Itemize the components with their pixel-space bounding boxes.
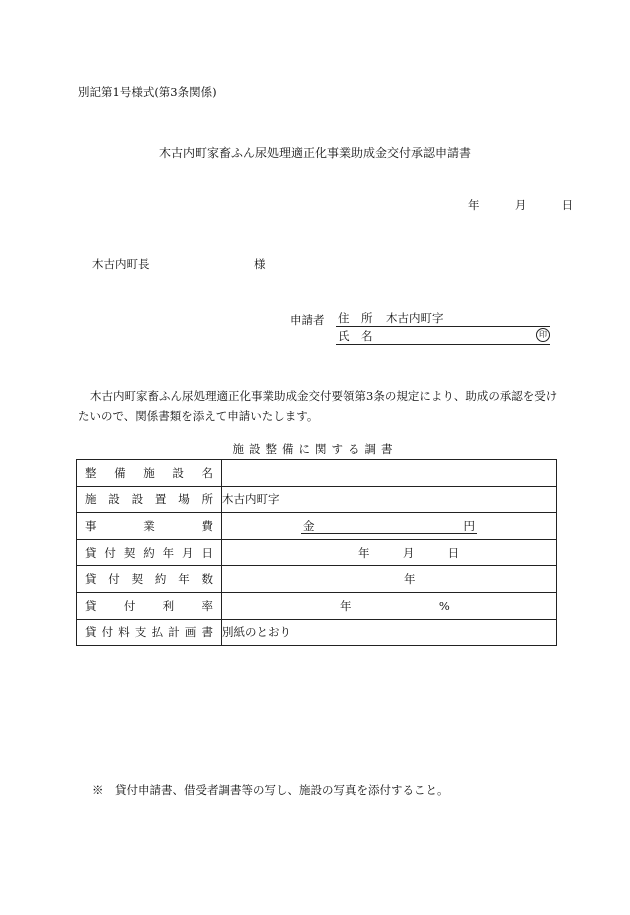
money-line <box>301 518 477 534</box>
label-char: 契 <box>131 572 144 587</box>
label-char: 費 <box>201 518 213 533</box>
label-char: 貸 <box>85 572 97 587</box>
label-char: 書 <box>201 625 213 640</box>
applicant-label: 申請者 <box>290 313 325 327</box>
seal-mark: 印 <box>536 328 550 342</box>
label-char: 画 <box>184 625 197 640</box>
row-label <box>77 486 222 513</box>
label-char: 名 <box>201 465 213 480</box>
applicant-address-line <box>336 310 550 327</box>
row-label <box>77 619 222 646</box>
label-char: 月 <box>182 545 194 560</box>
label-char: 設 <box>108 492 120 507</box>
label-char: 約 <box>143 545 155 560</box>
row-label <box>77 539 222 566</box>
label-char: 付 <box>123 598 136 613</box>
table-row <box>77 566 557 593</box>
label-char: 契 <box>123 545 136 560</box>
table-row <box>77 539 557 566</box>
label-char: 年 <box>178 572 190 587</box>
label-char: 付 <box>108 572 120 587</box>
label-char: 料 <box>118 625 130 640</box>
label-char: 付 <box>104 545 116 560</box>
label-char: 事 <box>85 518 97 533</box>
label-char: 付 <box>101 625 114 640</box>
date-month: 月 <box>514 198 527 212</box>
contract-years-unit: 年 <box>404 572 416 587</box>
body-text: 木古内町家畜ふん尿処理適正化事業助成金交付要領第3条の規定により、助成の承認を受けたいので、関係書類を添えて申請いたします。 <box>78 389 558 423</box>
row-label <box>77 566 222 593</box>
facility-name-value <box>222 460 557 487</box>
form-number: 別記第1号様式(第3条関係) <box>78 85 217 99</box>
spread-label <box>77 465 221 481</box>
table-row <box>77 486 557 513</box>
addressee-name: 木古内町長 <box>92 257 150 271</box>
date-day: 日 <box>561 198 574 212</box>
label-char: 貸 <box>85 625 97 640</box>
survey-title: 施設整備に関する調書 <box>232 442 398 456</box>
label-char: 貸 <box>85 598 97 613</box>
label-char: 置 <box>154 492 167 507</box>
rate-percent: % <box>438 598 450 613</box>
rate-year: 年 <box>340 598 352 613</box>
contract-year: 年 <box>358 545 370 560</box>
label-char: 施 <box>85 492 97 507</box>
interest-rate-value <box>222 592 557 619</box>
label-char: 設 <box>172 465 184 480</box>
label-char: 場 <box>178 492 190 507</box>
name-label: 氏 名 <box>338 329 373 343</box>
label-char: 払 <box>151 625 164 640</box>
spread-label <box>77 624 221 640</box>
contract-years-value <box>222 566 557 593</box>
contract-date-fields <box>358 545 478 561</box>
contract-date-value <box>222 539 557 566</box>
label-char: 業 <box>143 518 155 533</box>
label-char: 率 <box>201 598 213 613</box>
date-year: 年 <box>468 198 480 212</box>
table-row <box>77 592 557 619</box>
spread-label <box>77 545 221 561</box>
spread-label <box>77 571 221 587</box>
label-char: 日 <box>201 545 213 560</box>
label-char: 計 <box>168 625 180 640</box>
contract-day: 日 <box>447 545 460 560</box>
row-label <box>77 592 222 619</box>
interest-rate-fields <box>340 598 556 614</box>
label-char: 備 <box>114 465 126 480</box>
facility-location-value: 木古内町字 <box>222 486 557 513</box>
row-label <box>77 460 222 487</box>
payment-plan-value: 別紙のとおり <box>222 619 557 646</box>
address-value: 木古内町字 <box>386 311 444 325</box>
label-char: 約 <box>154 572 167 587</box>
date-line <box>468 197 573 213</box>
table-row <box>77 619 557 646</box>
label-char: 利 <box>162 598 175 613</box>
spread-label <box>77 598 221 614</box>
attachment-note: ※ 貸付申請書、借受者調書等の写し、施設の写真を添付すること。 <box>92 783 449 797</box>
addressee-honorific: 様 <box>254 257 266 271</box>
contract-month: 月 <box>402 545 415 560</box>
label-char: 施 <box>143 465 155 480</box>
label-char: 設 <box>131 492 144 507</box>
label-char: 所 <box>201 492 213 507</box>
project-cost-value <box>222 513 557 540</box>
spread-label <box>77 518 221 534</box>
row-label <box>77 513 222 540</box>
table-row <box>77 513 557 540</box>
applicant-name-line <box>336 328 550 345</box>
label-char: 支 <box>134 625 147 640</box>
label-char: 年 <box>162 545 175 560</box>
label-char: 整 <box>85 465 97 480</box>
table-row <box>77 460 557 487</box>
label-char: 貸 <box>85 545 97 560</box>
yen-label: 円 <box>463 518 475 533</box>
spread-label <box>77 491 221 507</box>
kin-label: 金 <box>303 518 315 533</box>
label-char: 数 <box>201 572 213 587</box>
survey-table <box>76 459 557 646</box>
address-label: 住 所 <box>338 311 373 325</box>
document-title: 木古内町家畜ふん尿処理適正化事業助成金交付承認申請書 <box>158 146 471 160</box>
